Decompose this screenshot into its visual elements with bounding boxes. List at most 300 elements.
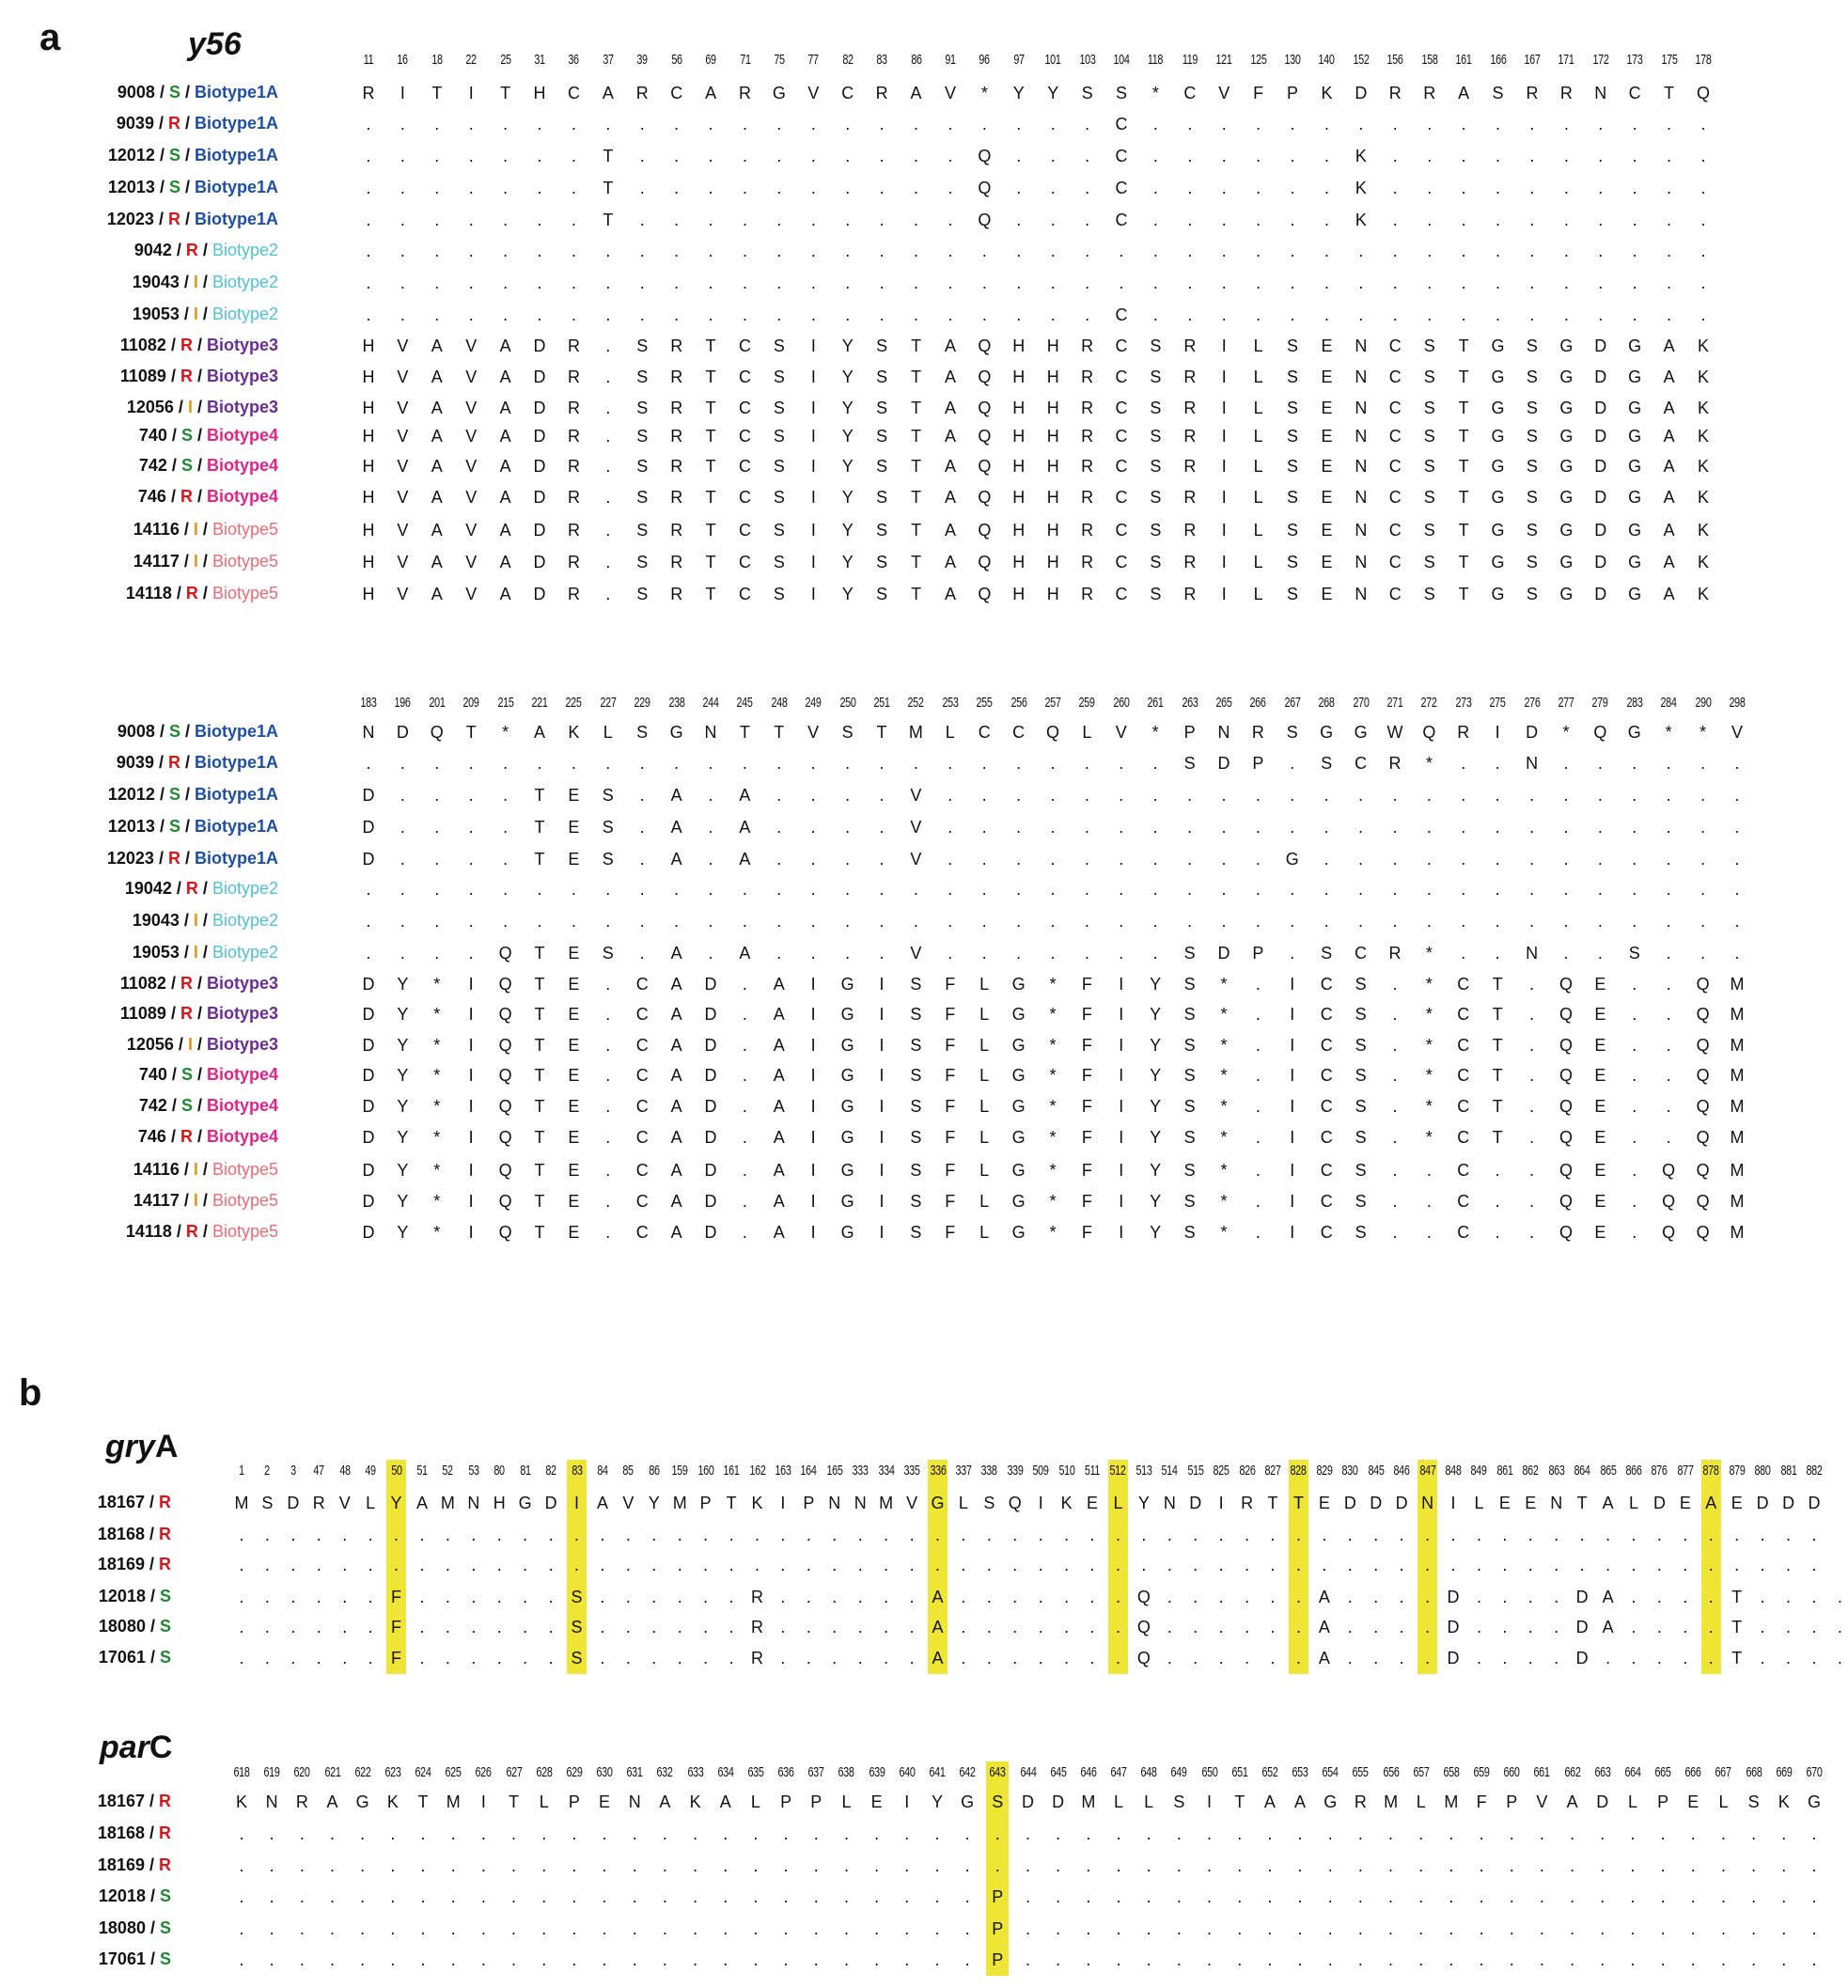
residue: .: [1660, 1919, 1666, 1938]
residue: .: [1461, 242, 1466, 260]
residue: .: [742, 1223, 747, 1242]
resistance-status: S: [159, 1918, 171, 1937]
strain-label: [108, 147, 278, 164]
residue: .: [1666, 912, 1671, 931]
residue: D: [704, 1223, 717, 1242]
residue: .: [1290, 147, 1295, 165]
position-number: 864: [1574, 1463, 1590, 1479]
residue: .: [1632, 754, 1637, 773]
residue: H: [362, 399, 375, 417]
residue: S: [1150, 368, 1162, 386]
residue: .: [1700, 274, 1706, 292]
residue: .: [981, 242, 987, 260]
residue: .: [1461, 944, 1466, 963]
residue: E: [568, 1192, 580, 1211]
residue: .: [708, 880, 713, 899]
residue: .: [1267, 1887, 1273, 1906]
residue: G: [1323, 1792, 1338, 1811]
residue: H: [1046, 427, 1059, 446]
residue: H: [493, 1494, 506, 1512]
position-number: 263: [1182, 695, 1198, 711]
position-number: 636: [777, 1764, 794, 1780]
residue: .: [845, 115, 851, 133]
strain-id: 12012: [107, 785, 155, 804]
residue: Y: [931, 1792, 943, 1811]
residue: .: [1016, 818, 1022, 837]
residue: .: [1666, 1097, 1671, 1116]
residue: D: [362, 1005, 375, 1024]
residue: R: [751, 1588, 764, 1606]
residue: .: [1323, 274, 1329, 292]
residue: S: [910, 1036, 922, 1055]
residue: D: [1596, 1792, 1609, 1811]
residue: .: [1529, 1128, 1535, 1147]
residue: .: [810, 305, 816, 324]
residue: .: [753, 1856, 759, 1875]
residue: .: [1630, 1887, 1636, 1906]
residue: .: [1347, 1588, 1353, 1606]
residue: .: [913, 754, 918, 773]
residue: A: [670, 818, 682, 837]
residue: G: [1559, 585, 1574, 603]
residue: E: [1321, 399, 1333, 417]
residue: R: [635, 84, 649, 102]
residue: .: [1656, 1618, 1662, 1636]
position-number: 668: [1746, 1764, 1762, 1780]
residue: G: [1628, 368, 1642, 386]
residue: L: [979, 1036, 990, 1055]
residue: I: [810, 488, 816, 507]
residue: .: [1539, 1919, 1544, 1938]
residue: Y: [841, 399, 854, 417]
resistance-status: R: [180, 336, 193, 354]
residue: .: [742, 1005, 747, 1024]
residue: Y: [1150, 1066, 1162, 1085]
residue: Q: [1662, 1223, 1676, 1242]
position-number: 161: [723, 1463, 740, 1479]
residue: I: [468, 1005, 474, 1024]
residue: C: [1628, 84, 1641, 102]
residue: .: [468, 274, 474, 292]
residue: .: [1449, 1919, 1454, 1938]
residue: N: [1163, 1494, 1176, 1512]
residue: .: [1700, 786, 1706, 805]
residue: Q: [498, 1223, 512, 1242]
residue: N: [1355, 337, 1368, 355]
residue: .: [708, 179, 713, 197]
residue: .: [1667, 274, 1672, 292]
strain-id: 18169: [97, 1555, 145, 1573]
residue: .: [1632, 274, 1637, 292]
residue: .: [728, 1618, 734, 1636]
residue: R: [1388, 84, 1402, 102]
residue: .: [639, 305, 645, 324]
residue: .: [1811, 1887, 1817, 1906]
residue: .: [703, 1649, 709, 1667]
position-number: 152: [1353, 52, 1370, 68]
residue: .: [1811, 1588, 1817, 1606]
residue: .: [503, 786, 509, 805]
residue: .: [884, 1556, 889, 1574]
residue: .: [1347, 1526, 1353, 1544]
residue: S: [773, 399, 785, 417]
residue: I: [879, 1128, 885, 1147]
residue: A: [499, 521, 511, 540]
residue: A: [431, 399, 443, 417]
residue: .: [605, 1036, 611, 1055]
residue: G: [1491, 337, 1505, 355]
residue: A: [670, 786, 682, 805]
residue: D: [1756, 1494, 1769, 1512]
residue: .: [1218, 1526, 1224, 1544]
residue: G: [840, 1097, 854, 1116]
resistance-status: R: [180, 367, 193, 385]
residue: .: [548, 1618, 554, 1636]
residue: S: [910, 975, 922, 994]
residue: .: [1734, 1526, 1740, 1544]
residue: .: [1255, 1005, 1261, 1024]
residue: F: [1081, 1192, 1092, 1211]
strain-label: [99, 1618, 171, 1635]
residue: L: [539, 1792, 549, 1811]
residue: .: [1115, 1556, 1120, 1574]
residue: .: [605, 488, 611, 507]
residue: Q: [1558, 1223, 1573, 1242]
residue: .: [290, 1618, 296, 1636]
residue: .: [1666, 850, 1671, 869]
label-separator: /: [144, 1824, 159, 1842]
residue: .: [1221, 179, 1227, 197]
position-number: 626: [475, 1764, 492, 1780]
residue: .: [1357, 1887, 1363, 1906]
residue: R: [567, 368, 580, 386]
residue: D: [1370, 1494, 1383, 1512]
residue: .: [1207, 1919, 1213, 1938]
residue: V: [622, 1494, 634, 1512]
position-number: 277: [1558, 695, 1574, 711]
residue: T: [1731, 1588, 1743, 1606]
residue: S: [1423, 553, 1435, 571]
residue: *: [1049, 1128, 1057, 1147]
residue: H: [1046, 368, 1059, 386]
position-number: 662: [1564, 1764, 1581, 1780]
residue: C: [635, 1128, 649, 1147]
residue: A: [739, 850, 751, 869]
residue: Q: [1696, 1066, 1710, 1085]
residue: C: [1320, 1066, 1333, 1085]
residue: .: [879, 305, 885, 324]
residue: .: [904, 1919, 910, 1938]
residue: .: [783, 1950, 789, 1969]
residue: .: [316, 1526, 321, 1544]
residue: Y: [841, 337, 854, 355]
residue: S: [1183, 1097, 1196, 1116]
residue: L: [979, 1192, 990, 1211]
residue: A: [944, 337, 956, 355]
residue: V: [397, 585, 409, 603]
residue: .: [1255, 1161, 1261, 1180]
residue: .: [632, 1950, 637, 1969]
label-separator: /: [145, 1648, 160, 1667]
residue: A: [431, 368, 443, 386]
residue: T: [1458, 427, 1469, 446]
position-number: 337: [955, 1463, 972, 1479]
residue: F: [1081, 1223, 1092, 1242]
residue: I: [1119, 1005, 1124, 1024]
residue: *: [1425, 1066, 1433, 1085]
residue: .: [1734, 754, 1740, 773]
residue: .: [1700, 754, 1706, 773]
resistance-status: S: [168, 817, 180, 836]
position-number: 336: [930, 1463, 946, 1479]
biotype-label: Biotype5: [211, 1191, 278, 1210]
residue: .: [1667, 147, 1672, 165]
residue: .: [776, 880, 782, 899]
residue: .: [1426, 850, 1432, 869]
residue: .: [879, 274, 885, 292]
residue: C: [1457, 1097, 1470, 1116]
residue: S: [1355, 1036, 1367, 1055]
residue: .: [1751, 1824, 1757, 1843]
residue: L: [1114, 1792, 1124, 1811]
residue: .: [1720, 1887, 1726, 1906]
residue: .: [845, 274, 851, 292]
position-number: 656: [1383, 1764, 1400, 1780]
residue: .: [742, 211, 747, 229]
residue: S: [1183, 944, 1196, 963]
residue: R: [567, 553, 580, 571]
residue: .: [1392, 975, 1398, 994]
residue: .: [1666, 975, 1671, 994]
residue: N: [1421, 1494, 1434, 1512]
residue: .: [1255, 1097, 1261, 1116]
position-number: 663: [1594, 1764, 1611, 1780]
position-number: 333: [852, 1463, 869, 1479]
residue: *: [433, 1192, 441, 1211]
residue: .: [1690, 1856, 1696, 1875]
residue: .: [632, 1919, 637, 1938]
residue: .: [1690, 1824, 1696, 1843]
residue: N: [1355, 368, 1368, 386]
residue: .: [1050, 880, 1056, 899]
residue: .: [1187, 211, 1193, 229]
residue: .: [1323, 147, 1329, 165]
position-number: 271: [1386, 695, 1403, 711]
residue: .: [742, 1161, 747, 1180]
residue: .: [1193, 1556, 1198, 1574]
residue: .: [602, 1950, 607, 1969]
residue: .: [1255, 786, 1261, 805]
residue: .: [874, 1887, 880, 1906]
residue: .: [1347, 1556, 1353, 1574]
resistance-status: R: [167, 849, 180, 868]
residue: *: [1049, 1066, 1057, 1085]
residue: *: [1049, 1192, 1057, 1211]
residue: R: [567, 457, 580, 476]
residue: .: [1085, 305, 1090, 324]
position-number: 267: [1284, 695, 1301, 711]
residue: .: [1323, 912, 1329, 931]
residue: .: [1476, 1618, 1481, 1636]
residue: G: [1011, 1097, 1026, 1116]
residue: .: [1598, 147, 1604, 165]
residue: R: [1081, 521, 1094, 540]
residue: .: [986, 1649, 992, 1667]
residue: .: [503, 850, 509, 869]
residue: G: [669, 723, 683, 742]
residue: T: [1458, 368, 1469, 386]
residue: .: [1016, 242, 1022, 260]
residue: I: [810, 975, 816, 994]
residue: S: [1287, 399, 1299, 417]
residue: I: [1119, 1223, 1124, 1242]
residue: .: [1119, 850, 1124, 869]
residue: N: [1355, 399, 1368, 417]
position-number: 638: [838, 1764, 854, 1780]
residue: .: [1529, 1192, 1535, 1211]
residue: .: [1221, 786, 1227, 805]
residue: .: [845, 242, 851, 260]
residue: .: [947, 179, 953, 197]
residue: .: [399, 242, 405, 260]
position-number: 215: [497, 695, 514, 711]
residue: S: [636, 368, 649, 386]
residue: .: [1720, 1950, 1726, 1969]
position-number: 634: [717, 1764, 734, 1780]
label-separator: /: [179, 552, 194, 571]
residue: .: [780, 1618, 786, 1636]
residue: .: [934, 1950, 940, 1969]
residue: .: [986, 1618, 992, 1636]
position-number: 173: [1626, 52, 1643, 68]
residue: Q: [978, 368, 992, 386]
residue: .: [742, 1128, 747, 1147]
residue: I: [1290, 1036, 1295, 1055]
residue: A: [944, 585, 956, 603]
residue: S: [1183, 1223, 1196, 1242]
residue: .: [1786, 1588, 1792, 1606]
residue: .: [1667, 179, 1672, 197]
residue: E: [1594, 1223, 1606, 1242]
position-number: 249: [805, 695, 822, 711]
residue: F: [945, 1223, 956, 1242]
residue: E: [568, 944, 580, 963]
position-number: 665: [1654, 1764, 1671, 1780]
residue: T: [534, 818, 545, 837]
residue: Q: [1558, 975, 1573, 994]
residue: .: [934, 1526, 940, 1544]
residue: .: [1025, 1919, 1030, 1938]
residue: .: [445, 1649, 450, 1667]
residue: .: [1734, 880, 1740, 899]
residue: V: [465, 368, 478, 386]
residue: S: [1355, 1223, 1367, 1242]
biotype-label: Biotype2: [211, 305, 278, 323]
residue: .: [755, 1556, 760, 1574]
residue: S: [636, 723, 649, 742]
residue: S: [636, 585, 649, 603]
residue: .: [1012, 1526, 1018, 1544]
residue: G: [1011, 975, 1026, 994]
residue: .: [783, 1887, 789, 1906]
label-separator: /: [197, 273, 212, 291]
position-number: 121: [1215, 52, 1232, 68]
residue: .: [780, 1649, 786, 1667]
position-number: 166: [1490, 52, 1507, 68]
residue: .: [1084, 786, 1089, 805]
resistance-status: I: [193, 911, 198, 930]
residue: A: [1602, 1494, 1614, 1512]
residue: .: [981, 115, 987, 133]
residue: T: [705, 337, 716, 355]
biotype-label: Biotype4: [206, 456, 278, 475]
residue: .: [1597, 754, 1603, 773]
residue: I: [780, 1494, 786, 1512]
residue: Q: [498, 1036, 512, 1055]
residue: .: [605, 975, 611, 994]
position-number: 260: [1113, 695, 1130, 711]
residue: .: [1632, 1005, 1637, 1024]
residue: .: [1116, 1856, 1121, 1875]
residue: .: [1050, 818, 1056, 837]
residue: I: [904, 1792, 910, 1811]
residue: .: [316, 1618, 321, 1636]
residue: R: [1354, 1792, 1367, 1811]
residue: R: [739, 84, 751, 102]
residue: C: [739, 585, 751, 603]
biotype-label: Biotype5: [211, 1222, 278, 1241]
residue: S: [1321, 754, 1333, 773]
residue: .: [947, 147, 953, 165]
residue: .: [1666, 944, 1671, 963]
residue: .: [1449, 1950, 1454, 1969]
residue: S: [1321, 944, 1333, 963]
strain-label: [99, 1588, 171, 1604]
residue: .: [1529, 115, 1535, 133]
residue: .: [1392, 850, 1398, 869]
residue: .: [1786, 1618, 1792, 1636]
residue: D: [1808, 1494, 1821, 1512]
residue: R: [1457, 723, 1470, 742]
residue: .: [496, 1649, 502, 1667]
residue: .: [1056, 1824, 1061, 1843]
position-number: 652: [1261, 1764, 1278, 1780]
residue: .: [605, 1005, 611, 1024]
label-separator: /: [179, 943, 194, 962]
residue: I: [810, 521, 816, 540]
residue: D: [362, 1192, 375, 1211]
residue: .: [964, 1950, 970, 1969]
residue: H: [362, 488, 375, 507]
residue: Y: [841, 457, 854, 476]
residue: .: [1295, 1649, 1301, 1667]
position-number: 84: [597, 1463, 608, 1479]
residue: F: [945, 1005, 956, 1024]
residue: S: [602, 944, 614, 963]
position-number: 653: [1292, 1764, 1308, 1780]
residue: H: [1046, 399, 1059, 417]
position-number: 255: [976, 695, 993, 711]
residue: S: [1423, 337, 1435, 355]
residue: .: [1038, 1526, 1043, 1544]
residue: .: [434, 818, 440, 837]
residue: .: [662, 1856, 667, 1875]
residue: F: [1081, 1097, 1092, 1116]
strain-label: [139, 1066, 278, 1083]
residue: A: [431, 488, 443, 507]
strain-label: [98, 1526, 171, 1542]
residue: Y: [1150, 1005, 1162, 1024]
